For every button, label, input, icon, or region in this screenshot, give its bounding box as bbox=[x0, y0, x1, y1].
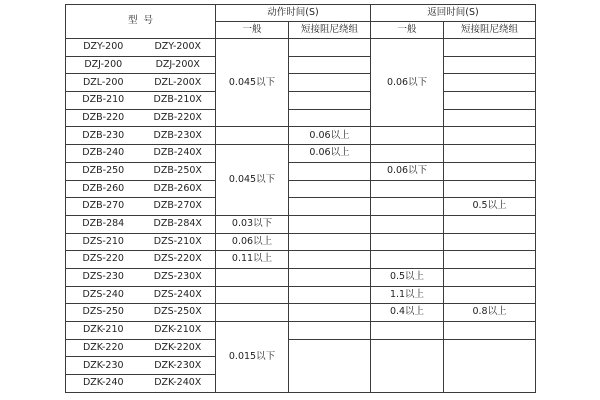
model-name: DZS-240 bbox=[82, 288, 124, 300]
cell-action-damping bbox=[289, 339, 371, 392]
cell-action-damping bbox=[289, 304, 371, 322]
model-pair bbox=[66, 78, 215, 88]
cell-return-damping bbox=[444, 286, 536, 304]
table-body bbox=[66, 39, 536, 393]
model-name: DZB-250 bbox=[82, 164, 125, 176]
cell-model bbox=[66, 215, 216, 233]
model-pair bbox=[66, 219, 215, 229]
cell-model bbox=[66, 304, 216, 322]
model-name: DZB-260 bbox=[82, 182, 125, 194]
model-name: DZK-230X bbox=[154, 359, 202, 371]
table-row bbox=[66, 233, 536, 251]
model-pair bbox=[66, 184, 215, 194]
cell-model bbox=[66, 162, 216, 180]
cell-model bbox=[66, 145, 216, 163]
cell-action-damping bbox=[289, 233, 371, 251]
cell-action-general: 0.06以上 bbox=[216, 233, 289, 251]
table-row bbox=[66, 109, 536, 127]
cell-action-damping bbox=[289, 56, 371, 74]
cell-return-general bbox=[371, 322, 444, 340]
model-pair bbox=[66, 131, 215, 141]
table-row bbox=[66, 127, 536, 145]
model-pair bbox=[66, 201, 215, 211]
table-row bbox=[66, 92, 536, 110]
cell-return-general bbox=[371, 339, 444, 392]
model-name: DZK-240X bbox=[154, 377, 202, 389]
cell-return-general bbox=[371, 145, 444, 163]
model-name: DZK-230 bbox=[82, 359, 124, 371]
cell-model bbox=[66, 92, 216, 110]
model-name: DZS-250X bbox=[153, 306, 202, 318]
model-name: DZJ-200 bbox=[84, 58, 123, 70]
cell-action-general: 0.11以上 bbox=[216, 251, 289, 269]
header-model-label: 型 号 bbox=[127, 15, 154, 27]
cell-action-damping bbox=[289, 109, 371, 127]
model-name: DZS-220 bbox=[82, 253, 124, 265]
cell-return-damping bbox=[444, 145, 536, 163]
cell-model bbox=[66, 375, 216, 393]
model-pair bbox=[66, 254, 215, 264]
cell-action-damping bbox=[289, 198, 371, 216]
cell-action-general bbox=[216, 268, 289, 286]
cell-action-general: 0.045以下 bbox=[216, 39, 289, 127]
model-name: DZS-240X bbox=[153, 288, 202, 300]
model-name: DZB-284X bbox=[153, 218, 202, 229]
cell-model bbox=[66, 74, 216, 92]
cell-action-damping bbox=[289, 92, 371, 110]
cell-action-damping bbox=[289, 286, 371, 304]
model-name: DZB-210X bbox=[153, 94, 202, 106]
cell-return-damping bbox=[444, 339, 536, 392]
cell-action-general: 0.045以下 bbox=[216, 145, 289, 216]
model-pair bbox=[66, 272, 215, 282]
table-row bbox=[66, 268, 536, 286]
cell-return-damping bbox=[444, 233, 536, 251]
cell-action-damping bbox=[289, 215, 371, 233]
cell-action-damping: 0.06以上 bbox=[289, 127, 371, 145]
model-name: DZS-230X bbox=[153, 271, 202, 283]
model-name: DZK-210 bbox=[82, 324, 124, 336]
cell-return-damping bbox=[444, 251, 536, 269]
cell-return-general bbox=[371, 215, 444, 233]
model-name: DZB-284 bbox=[82, 218, 125, 229]
model-pair bbox=[66, 290, 215, 300]
model-pair bbox=[66, 95, 215, 105]
cell-return-general: 1.1以上 bbox=[371, 286, 444, 304]
table-row bbox=[66, 286, 536, 304]
cell-return-damping bbox=[444, 268, 536, 286]
model-name: DZB-270 bbox=[82, 200, 125, 212]
table-row bbox=[66, 145, 536, 163]
cell-return-damping bbox=[444, 215, 536, 233]
model-pair bbox=[66, 113, 215, 123]
model-name: DZB-220X bbox=[153, 111, 202, 123]
header-return-damping: 短接阻尼绕组 bbox=[444, 22, 536, 39]
model-pair bbox=[66, 42, 215, 52]
cell-action-damping bbox=[289, 268, 371, 286]
cell-return-general bbox=[371, 198, 444, 216]
header-return-time: 返回时间(S) bbox=[371, 5, 536, 22]
model-name: DZK-210X bbox=[154, 324, 202, 336]
cell-return-general: 0.5以上 bbox=[371, 268, 444, 286]
model-name: DZB-260X bbox=[153, 182, 202, 194]
cell-action-general bbox=[216, 127, 289, 145]
cell-return-general: 0.06以下 bbox=[371, 162, 444, 180]
cell-return-general bbox=[371, 180, 444, 198]
cell-model bbox=[66, 357, 216, 375]
cell-return-general bbox=[371, 233, 444, 251]
model-name: DZB-210 bbox=[82, 94, 125, 106]
model-name: DZK-220X bbox=[154, 341, 202, 353]
table-row bbox=[66, 304, 536, 322]
cell-model bbox=[66, 127, 216, 145]
model-pair bbox=[66, 60, 215, 70]
model-name: DZS-250 bbox=[82, 306, 124, 318]
cell-model bbox=[66, 198, 216, 216]
cell-model bbox=[66, 39, 216, 57]
table-row bbox=[66, 39, 536, 57]
cell-action-general bbox=[216, 304, 289, 322]
table-row bbox=[66, 215, 536, 233]
cell-action-damping bbox=[289, 322, 371, 340]
cell-return-damping bbox=[444, 322, 536, 340]
cell-model bbox=[66, 339, 216, 357]
table-row bbox=[66, 198, 536, 216]
cell-model bbox=[66, 233, 216, 251]
model-pair bbox=[66, 343, 215, 353]
table-row bbox=[66, 339, 536, 357]
model-pair bbox=[66, 378, 215, 388]
model-name: DZB-220 bbox=[82, 111, 125, 123]
cell-action-damping bbox=[289, 180, 371, 198]
cell-return-damping bbox=[444, 109, 536, 127]
model-name: DZK-220 bbox=[82, 341, 124, 353]
cell-action-damping bbox=[289, 39, 371, 57]
table-row bbox=[66, 74, 536, 92]
model-name: DZB-240X bbox=[153, 147, 202, 159]
cell-action-damping bbox=[289, 251, 371, 269]
header-action-damping: 短接阻尼绕组 bbox=[289, 22, 371, 39]
model-pair bbox=[66, 148, 215, 158]
cell-return-damping: 0.5以上 bbox=[444, 198, 536, 216]
cell-return-general: 0.4以上 bbox=[371, 304, 444, 322]
cell-action-general bbox=[216, 286, 289, 304]
table-row bbox=[66, 251, 536, 269]
model-name: DZB-240 bbox=[82, 147, 125, 159]
table-row bbox=[66, 56, 536, 74]
header-action-time: 动作时间(S) bbox=[216, 5, 371, 22]
cell-return-general: 0.06以下 bbox=[371, 39, 444, 127]
header-return-general: 一般 bbox=[371, 22, 444, 39]
cell-action-damping bbox=[289, 74, 371, 92]
cell-action-damping: 0.06以上 bbox=[289, 145, 371, 163]
model-name: DZS-230 bbox=[82, 271, 124, 283]
cell-action-damping bbox=[289, 162, 371, 180]
cell-action-general: 0.015以下 bbox=[216, 322, 289, 393]
cell-model bbox=[66, 251, 216, 269]
cell-model bbox=[66, 286, 216, 304]
cell-return-damping bbox=[444, 92, 536, 110]
model-pair bbox=[66, 361, 215, 371]
cell-return-damping bbox=[444, 180, 536, 198]
model-name: DZY-200X bbox=[154, 41, 202, 53]
cell-return-damping bbox=[444, 127, 536, 145]
cell-model bbox=[66, 268, 216, 286]
header-action-general: 一般 bbox=[216, 22, 289, 39]
model-name: DZJ-200X bbox=[155, 58, 200, 70]
model-name: DZY-200 bbox=[83, 41, 124, 53]
model-name: DZS-220X bbox=[153, 253, 202, 265]
model-name: DZS-210 bbox=[82, 235, 124, 247]
cell-model bbox=[66, 109, 216, 127]
model-name: DZS-210X bbox=[153, 235, 202, 247]
model-pair bbox=[66, 307, 215, 317]
cell-return-damping: 0.8以上 bbox=[444, 304, 536, 322]
table-row bbox=[66, 162, 536, 180]
cell-return-general bbox=[371, 251, 444, 269]
model-name: DZL-200 bbox=[82, 76, 124, 88]
cell-model bbox=[66, 322, 216, 340]
model-name: DZB-230X bbox=[153, 129, 202, 141]
model-pair bbox=[66, 325, 215, 335]
cell-return-damping bbox=[444, 74, 536, 92]
cell-return-damping bbox=[444, 39, 536, 57]
model-pair bbox=[66, 237, 215, 247]
cell-model bbox=[66, 56, 216, 74]
table-row bbox=[66, 322, 536, 340]
cell-return-damping bbox=[444, 162, 536, 180]
header-row-groups bbox=[66, 5, 536, 22]
model-pair bbox=[66, 166, 215, 176]
model-name: DZK-240 bbox=[82, 377, 124, 389]
table-row bbox=[66, 180, 536, 198]
table-header bbox=[66, 5, 536, 39]
cell-return-general bbox=[371, 127, 444, 145]
cell-action-general: 0.03以下 bbox=[216, 215, 289, 233]
model-name: DZL-200X bbox=[154, 76, 202, 88]
model-name: DZB-250X bbox=[153, 164, 202, 176]
cell-model bbox=[66, 180, 216, 198]
relay-spec-table bbox=[65, 4, 536, 393]
header-model bbox=[66, 5, 216, 39]
cell-return-damping bbox=[444, 56, 536, 74]
model-name: DZB-230 bbox=[82, 129, 125, 141]
model-name: DZB-270X bbox=[153, 200, 202, 212]
